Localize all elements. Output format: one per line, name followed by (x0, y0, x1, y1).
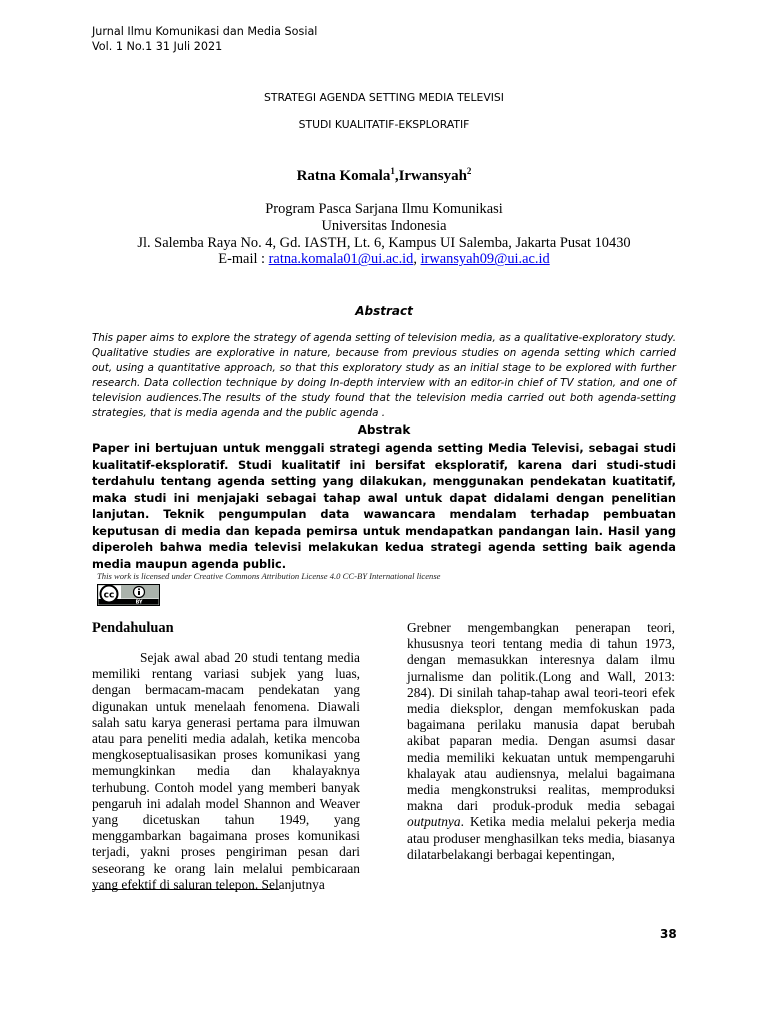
affiliation-block (0, 201, 768, 268)
affiliation-address: Jl. Salemba Raya No. 4, Gd. IASTH, Lt. 6, Kampus UI Salemba, Jakarta Pusat 10430 (137, 234, 631, 251)
cc-by-license-badge[interactable] (97, 584, 160, 606)
affiliation-program: Program Pasca Sarjana Ilmu Komunikasi (265, 201, 503, 217)
author-separator: , (394, 168, 399, 184)
footnote-separator (92, 889, 279, 890)
author-name: Irwansyah (398, 168, 467, 184)
body-text: . Ketika media melalui pekerja media atau produser menghasilkan teks media, biasanya dilatarbelakangi berbagai kepentingan, (407, 814, 675, 862)
email-link[interactable]: ratna.komala01@ui.ac.id (268, 251, 414, 268)
abstract-heading: Abstract (355, 304, 413, 318)
email-label: E-mail : (218, 251, 269, 268)
license-notice: This work is licensed under Creative Commons Attribution License 4.0 CC-BY International license (97, 571, 441, 581)
author-affiliation-mark: 1 (390, 166, 395, 176)
body-paragraph: Sejak awal abad 20 studi tentang media memiliki rentang variasi subjek yang luas, dengan bermacam-macam pendekatan yang digunakan untuk menelaah fenomena. Diawali salah satu karya generasi pertama para ilmuwan atau para peneliti media adalah, ketika mencoba mengkoseptualisasikan proses komunikasi yang memungkinkan media dan khalayaknya terhubung. Contoh model yang memberi banyak pengaruh ini adalah model Shannon and Weaver yang dicetuskan tahun 1949, yang menggambarkan bagaimana proses komunikasi terjadi, yakni proses pengiriman pesan dari seseorang ke orang lain melalui pembicaraan yang efektif di saluran telepon. Selanjutnya (92, 650, 360, 892)
abstract-english-text: This paper aims to explore the strategy of agenda setting of television media, as a qualitative-exploratory study. Qualitative studies are explorative in nature, because from previous studies on agenda setting which carried out, using a quantitative approach, so that this exploratory study as an initial stage to be explored with further research. Data collection technique by doing In-depth interview with an editor-in chief of TV station, and one of television audiences.The results of the study found that the television media carried out both agenda-setting strategies, that is media agenda and the public agenda . (92, 332, 676, 420)
page-number: 38 (660, 927, 677, 941)
email-link[interactable]: irwansyah09@ui.ac.id (420, 251, 550, 268)
journal-header (92, 24, 317, 54)
affiliation-university: Universitas Indonesia (321, 217, 447, 234)
paper-subtitle: STUDI KUALITATIF-EKSPLORATIF (298, 118, 470, 131)
paper-title: STRATEGI AGENDA SETTING MEDIA TELEVISI (264, 91, 504, 104)
email-separator: , (413, 251, 421, 268)
by-badge-label: BY (135, 600, 143, 606)
journal-volume: Vol. 1 No.1 31 Juli 2021 (92, 40, 223, 53)
author-name: Ratna Komala (296, 168, 391, 184)
cc-badge-label: cc (103, 590, 115, 601)
body-column-right (407, 620, 675, 863)
author-affiliation-mark: 2 (466, 166, 472, 176)
journal-name: Jurnal Ilmu Komunikasi dan Media Sosial (92, 25, 318, 38)
affiliation-email-line (0, 251, 768, 268)
author-line (0, 166, 768, 185)
section-heading: Pendahuluan (92, 620, 174, 636)
body-paragraph (407, 620, 675, 863)
body-text-italic: outputnya (407, 814, 461, 830)
abstract-english (92, 331, 676, 422)
body-text: Grebner mengembangkan penerapan teori, khususnya teori tentang media di tahun 1973, dengan memasukkan interesnya dalam ilmu jurnalisme dan politik.(Long and Wall, 2013: 284). Di sinilah tahap-tahap awal teori-teori efek media dieksplor, dengan memfokuskan pada bagaimana perilaku manusia dapat berubah akibat paparan media. Dengan asumsi dasar media memiliki kekuatan untuk mempengaruhi khalayak atau audiensnya, melalui bagaimana media mengkonstruksi realitas, memproduksi makna dari produk-produk media sebagai (407, 620, 675, 814)
abstract-indonesian-text: Paper ini bertujuan untuk menggali strategi agenda setting Media Televisi, sebagai studi kualitatif-eksploratif. Studi kualitatif ini bersifat eksploratif, karena dari studi-studi terdahulu tentang agenda setting yang dilakukan, menggunakan pendekatan kuatitatif, maka studi ini menjajaki sebagai tahap awal untuk dapat didalami dengan penelitian lanjutan. Teknik pengumpulan data wawancara mendalam terhadap pembuatan keputusan di media dan kepada pemirsa untuk mendapatkan pandangan lain. Hasil yang diperoleh bahwa media televisi melakukan kedua strategi agenda setting baik agenda media maupun agenda public. (92, 441, 676, 571)
body-column-left (92, 620, 360, 893)
abstrak-heading: Abstrak (357, 423, 411, 437)
